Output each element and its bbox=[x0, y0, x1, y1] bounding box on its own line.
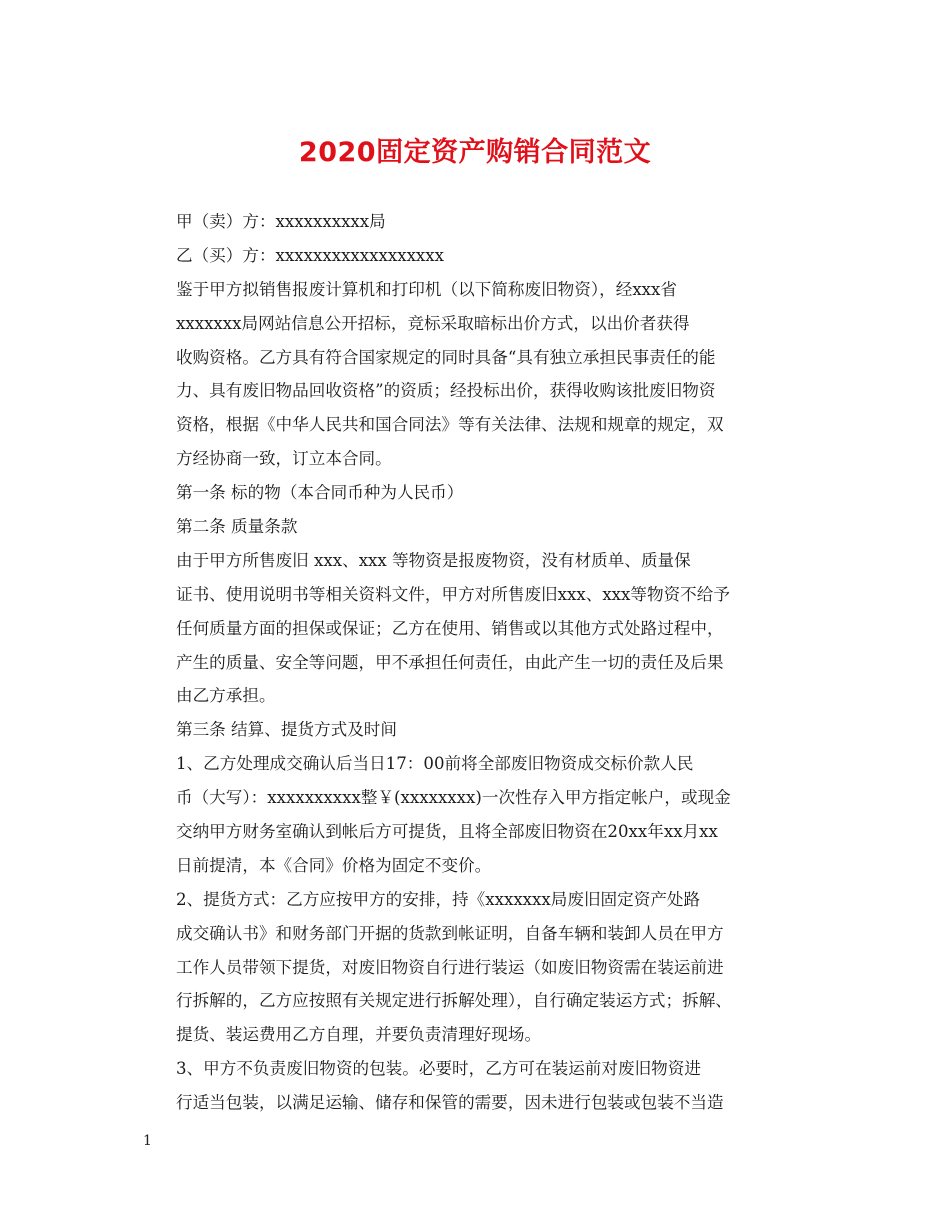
article-2-heading: 第二条 质量条款 bbox=[176, 517, 298, 537]
article-2-line: 产生的质量、安全等问题，甲不承担任何责任，由此产生一切的责任及后果 bbox=[176, 652, 724, 672]
clause-1-line: 币（大写）：xxxxxxxxxx整￥(xxxxxxxx)一次性存入甲方指定帐户，或现金 bbox=[176, 788, 731, 808]
clause-1-line: 交纳甲方财务室确认到帐后方可提货，且将全部废旧物资在20xx年xx月xx bbox=[176, 822, 718, 842]
article-2-line: 由于甲方所售废旧 xxx、xxx 等物资是报废物资，没有材质单、质量保 bbox=[176, 550, 691, 570]
clause-2-line: 工作人员带领下提货，对废旧物资自行进行装运（如废旧物资需在装运前进 bbox=[176, 957, 724, 977]
clause-3-line: 行适当包装，以满足运输、储存和保管的需要，因未进行包装或包装不当造 bbox=[176, 1093, 724, 1113]
preamble-line: 鉴于甲方拟销售报废计算机和打印机（以下简称废旧物资），经xxx省 bbox=[176, 279, 677, 299]
clause-2-line: 2、提货方式：乙方应按甲方的安排，持《xxxxxxx局废旧固定资产处路 bbox=[176, 889, 701, 909]
preamble-line: 收购资格。乙方具有符合国家规定的同时具备“具有独立承担民事责任的能 bbox=[176, 347, 716, 367]
clause-2-line: 成交确认书》和财务部门开据的货款到帐证明，自备车辆和装卸人员在甲方 bbox=[176, 923, 724, 943]
clause-2-line: 行拆解的，乙方应按照有关规定进行拆解处理），自行确定装运方式；拆解、 bbox=[176, 991, 732, 1011]
document-body bbox=[176, 205, 816, 1120]
party-b-line: 乙（买）方：xxxxxxxxxxxxxxxxxx bbox=[176, 245, 445, 265]
article-2-line: 由乙方承担。 bbox=[176, 686, 276, 706]
party-a-line: 甲（卖）方：xxxxxxxxxx局 bbox=[176, 212, 386, 231]
page-number: 1 bbox=[143, 1133, 152, 1149]
preamble-line: xxxxxxx局网站信息公开招标，竞标采取暗标出价方式，以出价者获得 bbox=[176, 313, 690, 333]
document-title: 2020固定资产购销合同范文 bbox=[298, 137, 652, 168]
article-2-line: 任何质量方面的担保或保证；乙方在使用、销售或以其他方式处路过程中， bbox=[176, 618, 724, 638]
clause-1-line: 1、乙方处理成交确认后当日17：00前将全部废旧物资成交标价款人民 bbox=[176, 754, 694, 774]
clause-1-line: 日前提清，本《合同》价格为固定不变价。 bbox=[176, 855, 492, 875]
preamble-line: 资格，根据《中华人民共和国合同法》等有关法律、法规和规章的规定，双 bbox=[176, 415, 724, 435]
preamble-line: 方经协商一致，订立本合同。 bbox=[176, 449, 392, 469]
clause-3-line: 3、甲方不负责废旧物资的包装。必要时，乙方可在装运前对废旧物资进 bbox=[176, 1059, 701, 1079]
preamble-line: 力、具有废旧物品回收资格”的资质；经投标出价，获得收购该批废旧物资 bbox=[176, 381, 716, 401]
article-2-line: 证书、使用说明书等相关资料文件，甲方对所售废旧xxx、xxx等物资不给予 bbox=[176, 584, 730, 604]
article-1-heading: 第一条 标的物（本合同币种为人民币） bbox=[176, 483, 464, 503]
article-3-heading: 第三条 结算、提货方式及时间 bbox=[176, 720, 397, 740]
clause-2-line: 提货、装运费用乙方自理，并要负责清理好现场。 bbox=[176, 1025, 542, 1045]
